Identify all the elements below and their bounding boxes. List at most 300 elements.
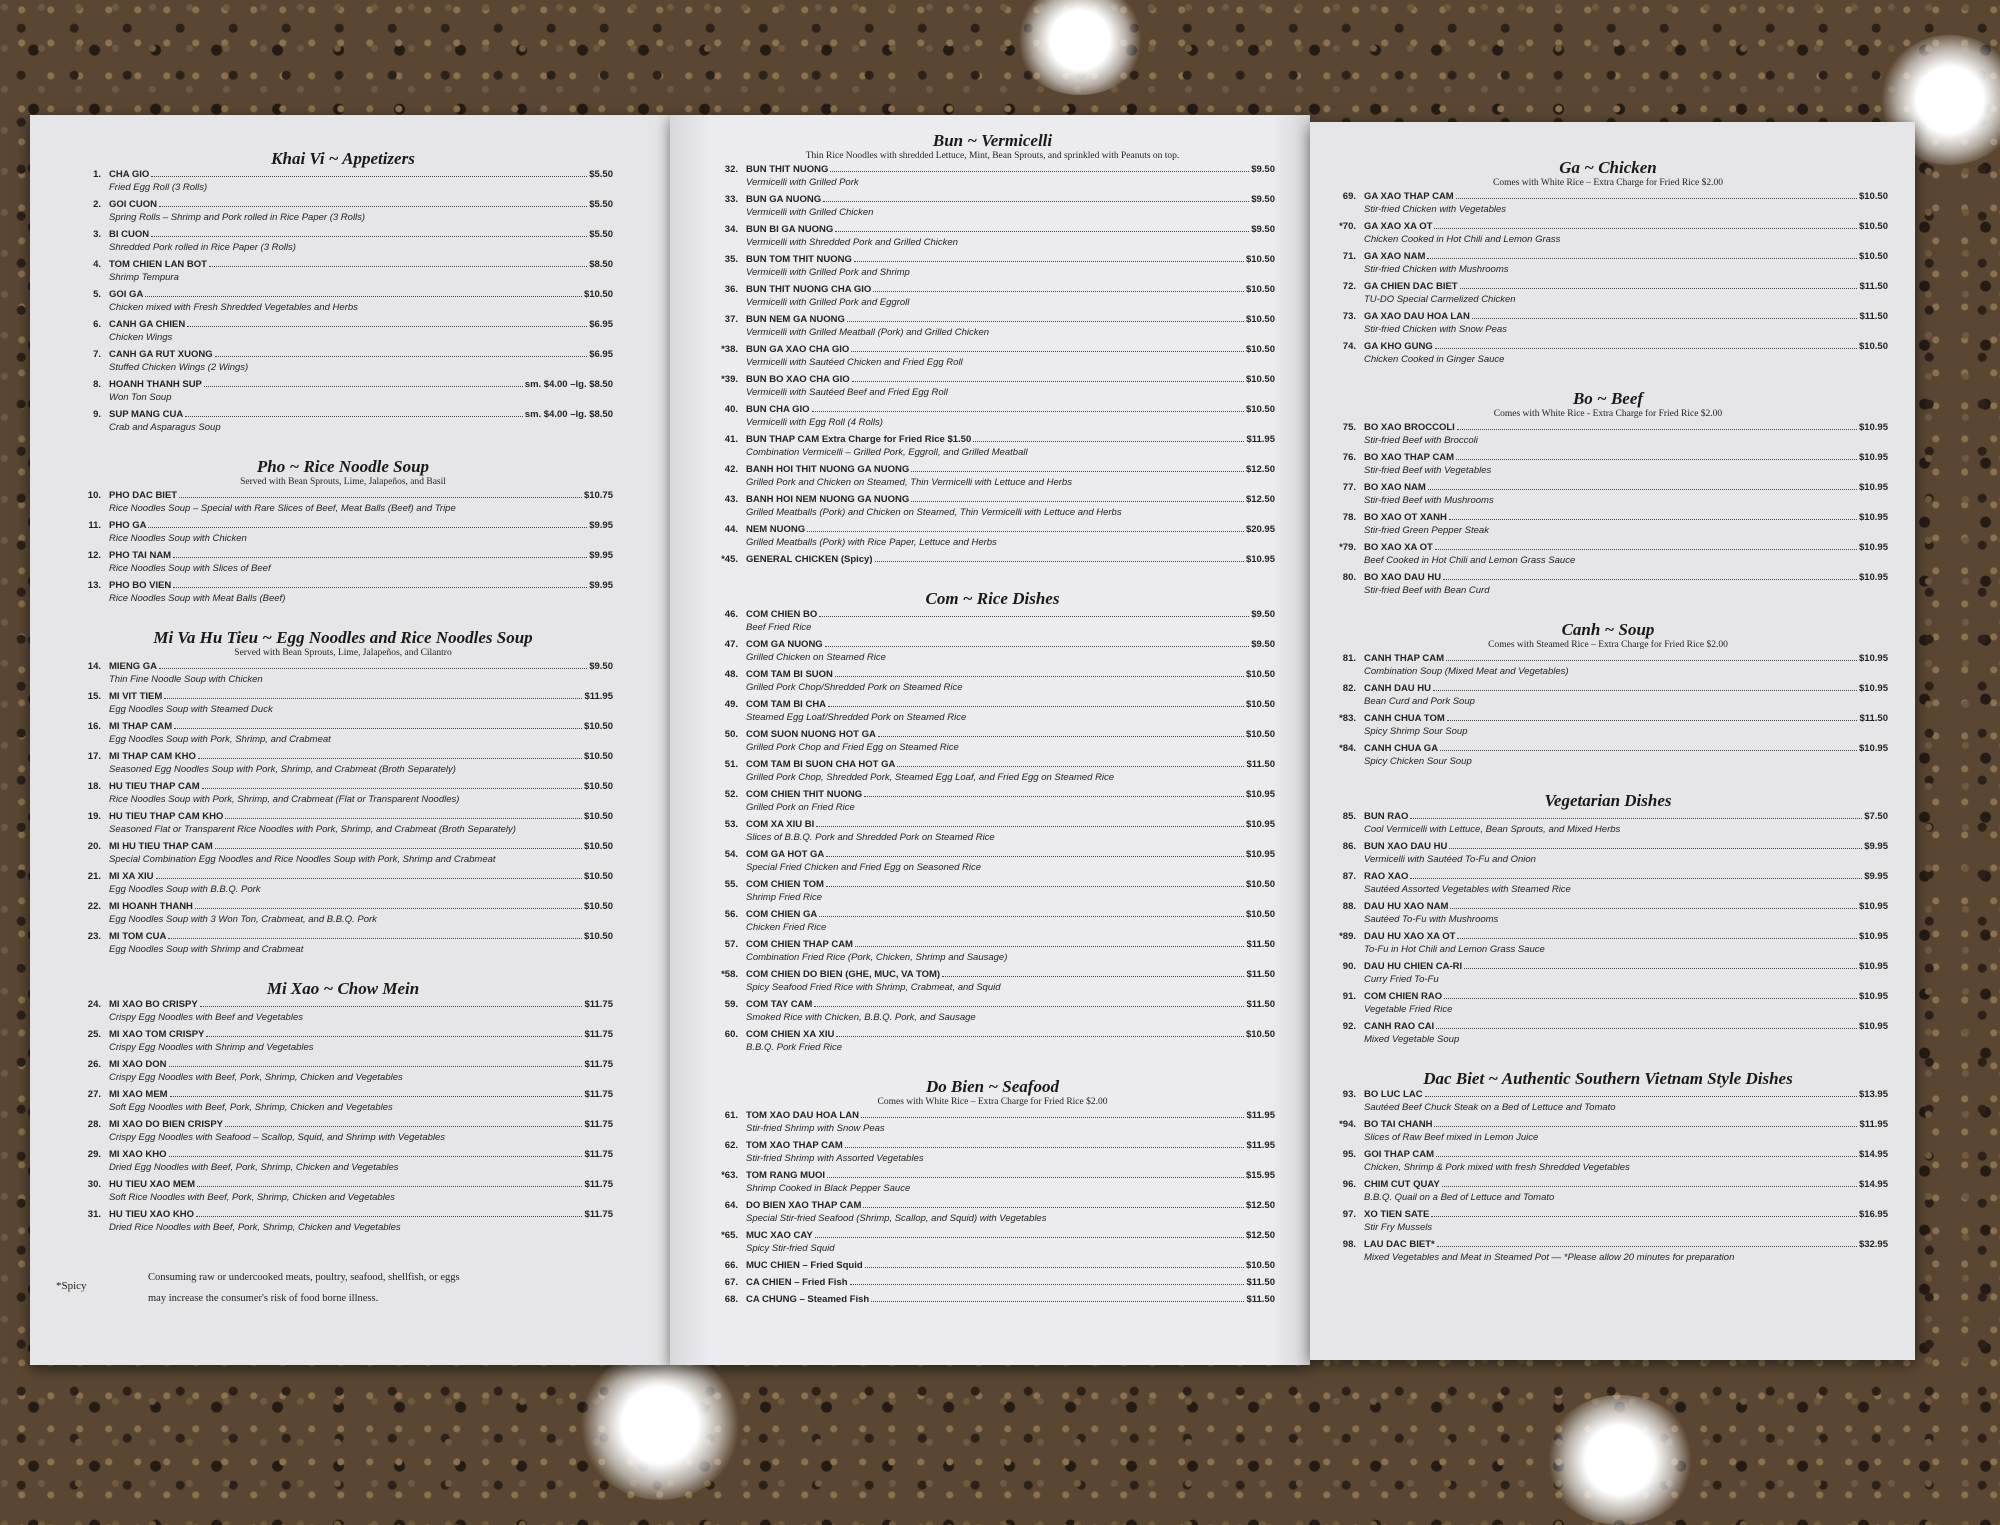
menu-item <box>1328 1179 1888 1209</box>
item-number: *94. <box>1339 1119 1356 1130</box>
item-description: Grilled Chicken on Steamed Rice <box>746 652 886 663</box>
item-price: $10.50 <box>1858 191 1888 202</box>
menu-item <box>1328 713 1888 743</box>
item-description: Chicken Cooked in Hot Chili and Lemon Grass <box>1364 234 1561 245</box>
menu-item <box>710 819 1275 849</box>
menu-column-center <box>710 131 1275 1311</box>
item-number: 66. <box>724 1260 738 1271</box>
item-line <box>109 661 613 672</box>
item-description: Egg Noodles Soup with Steamed Duck <box>109 704 273 715</box>
menu-item <box>73 691 613 721</box>
dot-leader <box>1435 341 1857 349</box>
menu-item <box>1328 871 1888 901</box>
item-number: 4. <box>93 259 101 270</box>
menu-item <box>1328 1239 1888 1269</box>
item-price: $10.50 <box>583 781 613 792</box>
item-description: Special Combination Egg Noodles and Rice Noodles Soup with Pork, Shrimp and Crabmeat <box>109 854 496 865</box>
item-description: Grilled Meatballs (Pork) and Chicken on Steamed, Thin Vermicelli with Lettuce and Herbs <box>746 507 1122 518</box>
item-name: GOI GA <box>109 289 144 300</box>
menu-item <box>73 751 613 781</box>
menu-item <box>73 520 613 550</box>
item-description: Special Stir-fried Seafood (Shrimp, Scallop, and Squid) with Vegetables <box>746 1213 1047 1224</box>
item-number: *58. <box>721 969 738 980</box>
item-name: COM CHIEN DO BIEN (GHE, MUC, VA TOM) <box>746 969 941 980</box>
item-name: COM TAM BI SUON CHA HOT GA <box>746 759 896 770</box>
item-price: $5.50 <box>589 229 613 240</box>
item-number: 80. <box>1342 572 1356 583</box>
item-name: MI HU TIEU THAP CAM <box>109 841 213 852</box>
item-description: Vermicelli with Egg Roll (4 Rolls) <box>746 417 883 428</box>
item-description: TU-DO Special Carmelized Chicken <box>1364 294 1516 305</box>
item-description: Grilled Pork on Fried Rice <box>746 802 855 813</box>
item-line <box>1364 1089 1888 1100</box>
item-description: Vermicelli with Shredded Pork and Grilled Chicken <box>746 237 958 248</box>
menu-item <box>1328 961 1888 991</box>
item-line <box>1364 1119 1888 1130</box>
item-number: 42. <box>724 464 738 475</box>
item-name: TOM RANG MUOI <box>746 1170 825 1181</box>
item-line <box>1364 572 1888 583</box>
item-name: CHIM CUT QUAY <box>1364 1179 1440 1190</box>
item-name: MI XAO BO CRISPY <box>109 999 198 1010</box>
dot-leader <box>973 434 1244 442</box>
item-name: HU TIEU THAP CAM KHO <box>109 811 224 822</box>
menu-item <box>1328 281 1888 311</box>
item-description: Seasoned Flat or Transparent Rice Noodles with Pork, Shrimp, and Crabmeat (Broth Separately) <box>109 824 516 835</box>
item-line <box>109 781 613 792</box>
menu-item <box>1328 811 1888 841</box>
menu-item <box>1328 901 1888 931</box>
dot-leader <box>826 849 1244 857</box>
item-price: $12.50 <box>1245 494 1275 505</box>
item-number: 98. <box>1342 1239 1356 1250</box>
item-name: BUN RAO <box>1364 811 1409 822</box>
item-description: Crispy Egg Noodles with Shrimp and Vegetables <box>109 1042 314 1053</box>
dot-leader <box>1450 901 1856 909</box>
section-spacer <box>1328 371 1888 389</box>
item-price: $10.50 <box>1245 1260 1275 1271</box>
food-safety-notice: Consuming raw or undercooked meats, poultry, seafood, shellfish, or eggs may increase the consumer's risk of food borne illness. <box>148 1272 460 1304</box>
item-description: Grilled Pork Chop/Shredded Pork on Steamed Rice <box>746 682 963 693</box>
item-number: 18. <box>87 781 101 792</box>
section-title: Canh ~ Soup <box>1561 620 1655 639</box>
item-name: COM CHIEN TOM <box>746 879 824 890</box>
menu-item <box>73 1029 613 1059</box>
item-number: 88. <box>1342 901 1356 912</box>
item-price: $11.95 <box>1246 1140 1275 1151</box>
item-number: 1. <box>93 169 101 180</box>
item-number: 44. <box>724 524 738 535</box>
item-number: 20. <box>87 841 101 852</box>
menu-item <box>710 969 1275 999</box>
item-name: MIENG GA <box>109 661 158 672</box>
item-description: Crispy Egg Noodles with Beef and Vegetables <box>109 1012 303 1023</box>
menu-item <box>1328 841 1888 871</box>
item-name: GA XAO XA OT <box>1364 221 1433 232</box>
item-name: CANH GA RUT XUONG <box>109 349 213 360</box>
item-number: 16. <box>87 721 101 732</box>
item-price: $10.95 <box>1858 542 1888 553</box>
dot-leader <box>1431 1209 1857 1217</box>
dot-leader <box>1425 1089 1857 1097</box>
menu-item <box>1328 1149 1888 1179</box>
menu-item <box>1328 572 1888 602</box>
section-title: Bo ~ Beef <box>1572 389 1644 408</box>
item-description: Stir-fried Beef with Vegetables <box>1364 465 1492 476</box>
item-name: DAU HU XAO NAM <box>1364 901 1449 912</box>
item-price: $11.95 <box>1246 1110 1275 1121</box>
item-number: 35. <box>724 254 738 265</box>
item-line <box>746 789 1275 800</box>
menu-item <box>73 781 613 811</box>
item-line <box>746 699 1275 710</box>
dot-leader <box>185 409 523 417</box>
item-line <box>1364 1179 1888 1190</box>
item-price: $11.50 <box>1246 1294 1275 1305</box>
menu-item <box>73 901 613 931</box>
item-number: 22. <box>87 901 101 912</box>
item-name: COM CHIEN RAO <box>1364 991 1443 1002</box>
item-description: Combination Vermicelli – Grilled Pork, Eggroll, and Grilled Meatball <box>746 447 1028 458</box>
item-price: $11.50 <box>1246 969 1275 980</box>
item-name: HOANH THANH SUP <box>109 379 202 390</box>
dot-leader <box>159 661 587 669</box>
item-price: $10.95 <box>1858 743 1888 754</box>
menu-item <box>710 1277 1275 1294</box>
item-line <box>109 931 613 942</box>
dot-leader <box>198 751 582 759</box>
item-number: 78. <box>1342 512 1356 523</box>
item-line <box>746 344 1275 355</box>
item-line <box>109 1209 613 1220</box>
dot-leader <box>164 691 582 699</box>
menu-item <box>73 199 613 229</box>
item-line <box>109 349 613 360</box>
item-price: $9.50 <box>1251 164 1275 175</box>
item-line <box>746 969 1275 980</box>
menu-item <box>710 789 1275 819</box>
item-price: $7.50 <box>1864 811 1888 822</box>
item-line <box>746 1294 1275 1305</box>
item-line <box>1364 683 1888 694</box>
dot-leader <box>835 669 1244 677</box>
item-number: 5. <box>93 289 101 300</box>
menu-section <box>73 457 613 610</box>
item-number: 93. <box>1342 1089 1356 1100</box>
dot-leader <box>173 550 587 558</box>
item-description: Chicken Cooked in Ginger Sauce <box>1364 354 1505 365</box>
item-price: $11.50 <box>1859 311 1888 322</box>
item-number: 77. <box>1342 482 1356 493</box>
item-line <box>1364 251 1888 262</box>
item-number: 29. <box>87 1149 101 1160</box>
item-number: 61. <box>724 1110 738 1121</box>
item-description: Slices of Raw Beef mixed in Lemon Juice <box>1364 1132 1539 1143</box>
item-name: DAU HU CHIEN CA-RI <box>1364 961 1463 972</box>
dot-leader <box>1436 1149 1857 1157</box>
menu-item <box>1328 422 1888 452</box>
menu-section <box>710 131 1275 571</box>
item-name: BO LUC LAC <box>1364 1089 1423 1100</box>
menu-item <box>73 841 613 871</box>
item-number: 92. <box>1342 1021 1356 1032</box>
item-line <box>1364 811 1888 822</box>
dot-leader <box>156 871 582 879</box>
item-description: Vermicelli with Grilled Chicken <box>746 207 874 218</box>
item-line <box>109 721 613 732</box>
menu-section <box>1328 620 1888 773</box>
item-name: GENERAL CHICKEN (Spicy) <box>746 554 873 565</box>
item-name: MUC CHIEN – Fried Squid <box>746 1260 863 1271</box>
item-description: Dried Egg Noodles with Beef, Pork, Shrimp, Chicken and Vegetables <box>109 1162 399 1173</box>
item-price: $10.95 <box>1858 452 1888 463</box>
item-price: $12.50 <box>1245 1200 1275 1211</box>
dot-leader <box>819 609 1249 617</box>
dot-leader <box>845 1140 1245 1148</box>
dot-leader <box>1449 841 1862 849</box>
menu-item <box>73 1059 613 1089</box>
item-number: 87. <box>1342 871 1356 882</box>
item-description: Bean Curd and Pork Soup <box>1364 696 1475 707</box>
item-number: 96. <box>1342 1179 1356 1190</box>
item-description: Combination Soup (Mixed Meat and Vegetables) <box>1364 666 1569 677</box>
item-description: Shrimp Tempura <box>109 272 179 283</box>
item-price: $10.50 <box>1245 1029 1275 1040</box>
item-line <box>109 871 613 882</box>
menu-item <box>710 939 1275 969</box>
item-line <box>109 520 613 531</box>
item-line <box>746 1200 1275 1211</box>
menu-item <box>73 259 613 289</box>
item-name: GA XAO NAM <box>1364 251 1426 262</box>
item-name: HU TIEU THAP CAM <box>109 781 200 792</box>
menu-item <box>710 464 1275 494</box>
item-number: *39. <box>721 374 738 385</box>
item-price: $10.95 <box>1858 572 1888 583</box>
menu-item <box>73 1149 613 1179</box>
dot-leader <box>169 1149 583 1157</box>
item-description: Spicy Stir-fried Squid <box>746 1243 835 1254</box>
item-number: 71. <box>1342 251 1356 262</box>
item-price: $9.95 <box>1864 841 1888 852</box>
item-line <box>1364 281 1888 292</box>
item-description: To-Fu in Hot Chili and Lemon Grass Sauce <box>1364 944 1545 955</box>
menu-item <box>710 434 1275 464</box>
item-line <box>109 259 613 270</box>
item-number: 13. <box>87 580 101 591</box>
item-price: $9.50 <box>589 661 613 672</box>
item-line <box>746 554 1275 565</box>
item-description: Crispy Egg Noodles with Beef, Pork, Shrimp, Chicken and Vegetables <box>109 1072 403 1083</box>
item-number: 72. <box>1342 281 1356 292</box>
item-price: $9.95 <box>589 580 613 591</box>
menu-item <box>710 254 1275 284</box>
menu-section <box>73 628 613 961</box>
dot-leader <box>206 1029 582 1037</box>
item-price: $10.95 <box>1858 1021 1888 1032</box>
item-name: BUN THIT NUONG <box>746 164 829 175</box>
dot-leader <box>1449 512 1857 520</box>
item-description: Spicy Chicken Sour Soup <box>1364 756 1472 767</box>
menu-item <box>710 999 1275 1029</box>
dot-leader <box>1437 1239 1857 1247</box>
item-line <box>109 751 613 762</box>
section-title: Ga ~ Chicken <box>1559 158 1657 177</box>
item-number: 49. <box>724 699 738 710</box>
item-line <box>109 811 613 822</box>
item-line <box>746 849 1275 860</box>
item-number: 19. <box>87 811 101 822</box>
dot-leader <box>942 969 1244 977</box>
item-price: $14.95 <box>1858 1179 1888 1190</box>
item-number: 52. <box>724 789 738 800</box>
dot-leader <box>1436 1021 1857 1029</box>
item-price: $9.95 <box>589 550 613 561</box>
item-name: COM CHIEN GA <box>746 909 818 920</box>
menu-item <box>73 169 613 199</box>
item-name: BUN CHA GIO <box>746 404 810 415</box>
item-price: $5.50 <box>589 169 613 180</box>
item-description: B.B.Q. Pork Fried Rice <box>746 1042 843 1053</box>
item-line <box>746 1029 1275 1040</box>
item-number: 50. <box>724 729 738 740</box>
menu-item <box>73 379 613 409</box>
item-price: $11.50 <box>1246 999 1275 1010</box>
item-name: DO BIEN XAO THAP CAM <box>746 1200 862 1211</box>
menu-item <box>1328 482 1888 512</box>
item-description: Stir-fried Chicken with Snow Peas <box>1364 324 1507 335</box>
dot-leader <box>1435 542 1857 550</box>
item-number: 95. <box>1342 1149 1356 1160</box>
menu-item <box>710 194 1275 224</box>
item-description: Grilled Pork Chop, Shredded Pork, Steamed Egg Loaf, and Fried Egg on Steamed Rice <box>746 772 1115 783</box>
item-name: MUC XAO CAY <box>746 1230 813 1241</box>
dot-leader <box>861 1110 1245 1118</box>
item-number: 31. <box>87 1209 101 1220</box>
item-line <box>746 909 1275 920</box>
item-price: $10.95 <box>1858 683 1888 694</box>
menu-item <box>1328 452 1888 482</box>
dot-leader <box>204 379 523 387</box>
item-name: RAO XAO <box>1364 871 1409 882</box>
item-name: BANH HOI THIT NUONG GA NUONG <box>746 464 910 475</box>
item-line <box>109 229 613 240</box>
item-description: Rice Noodles Soup with Meat Balls (Beef) <box>109 593 286 604</box>
item-description: Vermicelli with Sautéed Beef and Fried Egg Roll <box>746 387 948 398</box>
item-line <box>109 1179 613 1190</box>
item-line <box>746 669 1275 680</box>
section-spacer <box>73 610 613 628</box>
menu-item <box>1328 311 1888 341</box>
dot-leader <box>864 789 1244 797</box>
item-line <box>109 199 613 210</box>
ceiling-light-reflection <box>1545 1395 1695 1525</box>
item-description: Chicken Fried Rice <box>746 922 827 933</box>
menu-item <box>1328 1089 1888 1119</box>
item-line <box>746 494 1275 505</box>
menu-item <box>710 909 1275 939</box>
item-description: Soft Egg Noodles with Beef, Pork, Shrimp, Chicken and Vegetables <box>109 1102 393 1113</box>
section-note: Served with Bean Sprouts, Lime, Jalapeños, and Cilantro <box>234 648 452 658</box>
item-name: COM CHIEN THIT NUONG <box>746 789 863 800</box>
item-price: $10.50 <box>1245 284 1275 295</box>
item-price: $10.95 <box>1858 653 1888 664</box>
item-description: Chicken Wings <box>109 332 173 343</box>
dot-leader <box>174 721 582 729</box>
dot-leader <box>200 999 583 1007</box>
item-number: 43. <box>724 494 738 505</box>
item-number: 69. <box>1342 191 1356 202</box>
section-title: Pho ~ Rice Noodle Soup <box>256 457 430 476</box>
item-line <box>1364 653 1888 664</box>
item-price: $6.95 <box>589 319 613 330</box>
item-name: GOI CUON <box>109 199 158 210</box>
item-price: $10.50 <box>583 931 613 942</box>
item-price: $10.50 <box>1245 404 1275 415</box>
item-price: $11.75 <box>584 1089 613 1100</box>
item-number: 75. <box>1342 422 1356 433</box>
item-price: $10.50 <box>583 871 613 882</box>
item-name: COM TAM BI CHA <box>746 699 827 710</box>
item-line <box>1364 1149 1888 1160</box>
item-description: Seasoned Egg Noodles Soup with Pork, Shrimp, and Crabmeat (Broth Separately) <box>109 764 456 775</box>
item-number: 85. <box>1342 811 1356 822</box>
section-title: Mi Xao ~ Chow Mein <box>266 979 420 998</box>
dot-leader <box>812 404 1244 412</box>
item-price: $11.50 <box>1246 1277 1275 1288</box>
item-description: Grilled Pork and Chicken on Steamed, Thin Vermicelli with Lettuce and Herbs <box>746 477 1072 488</box>
item-description: Soft Rice Noodles with Beef, Pork, Shrimp, Chicken and Vegetables <box>109 1192 395 1203</box>
item-price: $11.75 <box>584 1149 613 1160</box>
item-name: MI XA XIU <box>109 871 154 882</box>
item-price: $9.95 <box>1864 871 1888 882</box>
item-description: Egg Noodles Soup with 3 Won Ton, Crabmeat, and B.B.Q. Pork <box>109 914 377 925</box>
item-line <box>1364 713 1888 724</box>
item-price: $10.50 <box>1245 879 1275 890</box>
item-number: 40. <box>724 404 738 415</box>
item-name: DAU HU XAO XA OT <box>1364 931 1456 942</box>
item-number: 46. <box>724 609 738 620</box>
item-name: PHO BO VIEN <box>109 580 172 591</box>
item-price: $10.95 <box>1245 849 1275 860</box>
item-name: MI THAP CAM <box>109 721 173 732</box>
item-number: 81. <box>1342 653 1356 664</box>
item-line <box>109 409 613 420</box>
item-number: 64. <box>724 1200 738 1211</box>
item-line <box>746 254 1275 265</box>
item-description: Spring Rolls – Shrimp and Pork rolled in Rice Paper (3 Rolls) <box>109 212 366 223</box>
item-price: $10.50 <box>583 721 613 732</box>
item-description: Rice Noodles Soup – Special with Rare Slices of Beef, Meat Balls (Beef) and Tripe <box>109 503 456 514</box>
menu-item <box>710 164 1275 194</box>
item-number: 3. <box>93 229 101 240</box>
item-name: BO XAO NAM <box>1364 482 1426 493</box>
item-price: $10.50 <box>583 841 613 852</box>
item-number: 57. <box>724 939 738 950</box>
item-number: 25. <box>87 1029 101 1040</box>
dot-leader <box>828 699 1244 707</box>
dot-leader <box>850 1277 1245 1285</box>
item-price: $10.50 <box>583 751 613 762</box>
item-line <box>746 1260 1275 1271</box>
item-description: Steamed Egg Loaf/Shredded Pork on Steamed Rice <box>746 712 967 723</box>
item-price: $9.50 <box>1251 224 1275 235</box>
item-description: Sautéed Beef Chuck Steak on a Bed of Lettuce and Tomato <box>1364 1102 1616 1113</box>
dot-leader <box>1433 683 1857 691</box>
dot-leader <box>1472 311 1858 319</box>
dot-leader <box>215 841 582 849</box>
item-line <box>1364 841 1888 852</box>
